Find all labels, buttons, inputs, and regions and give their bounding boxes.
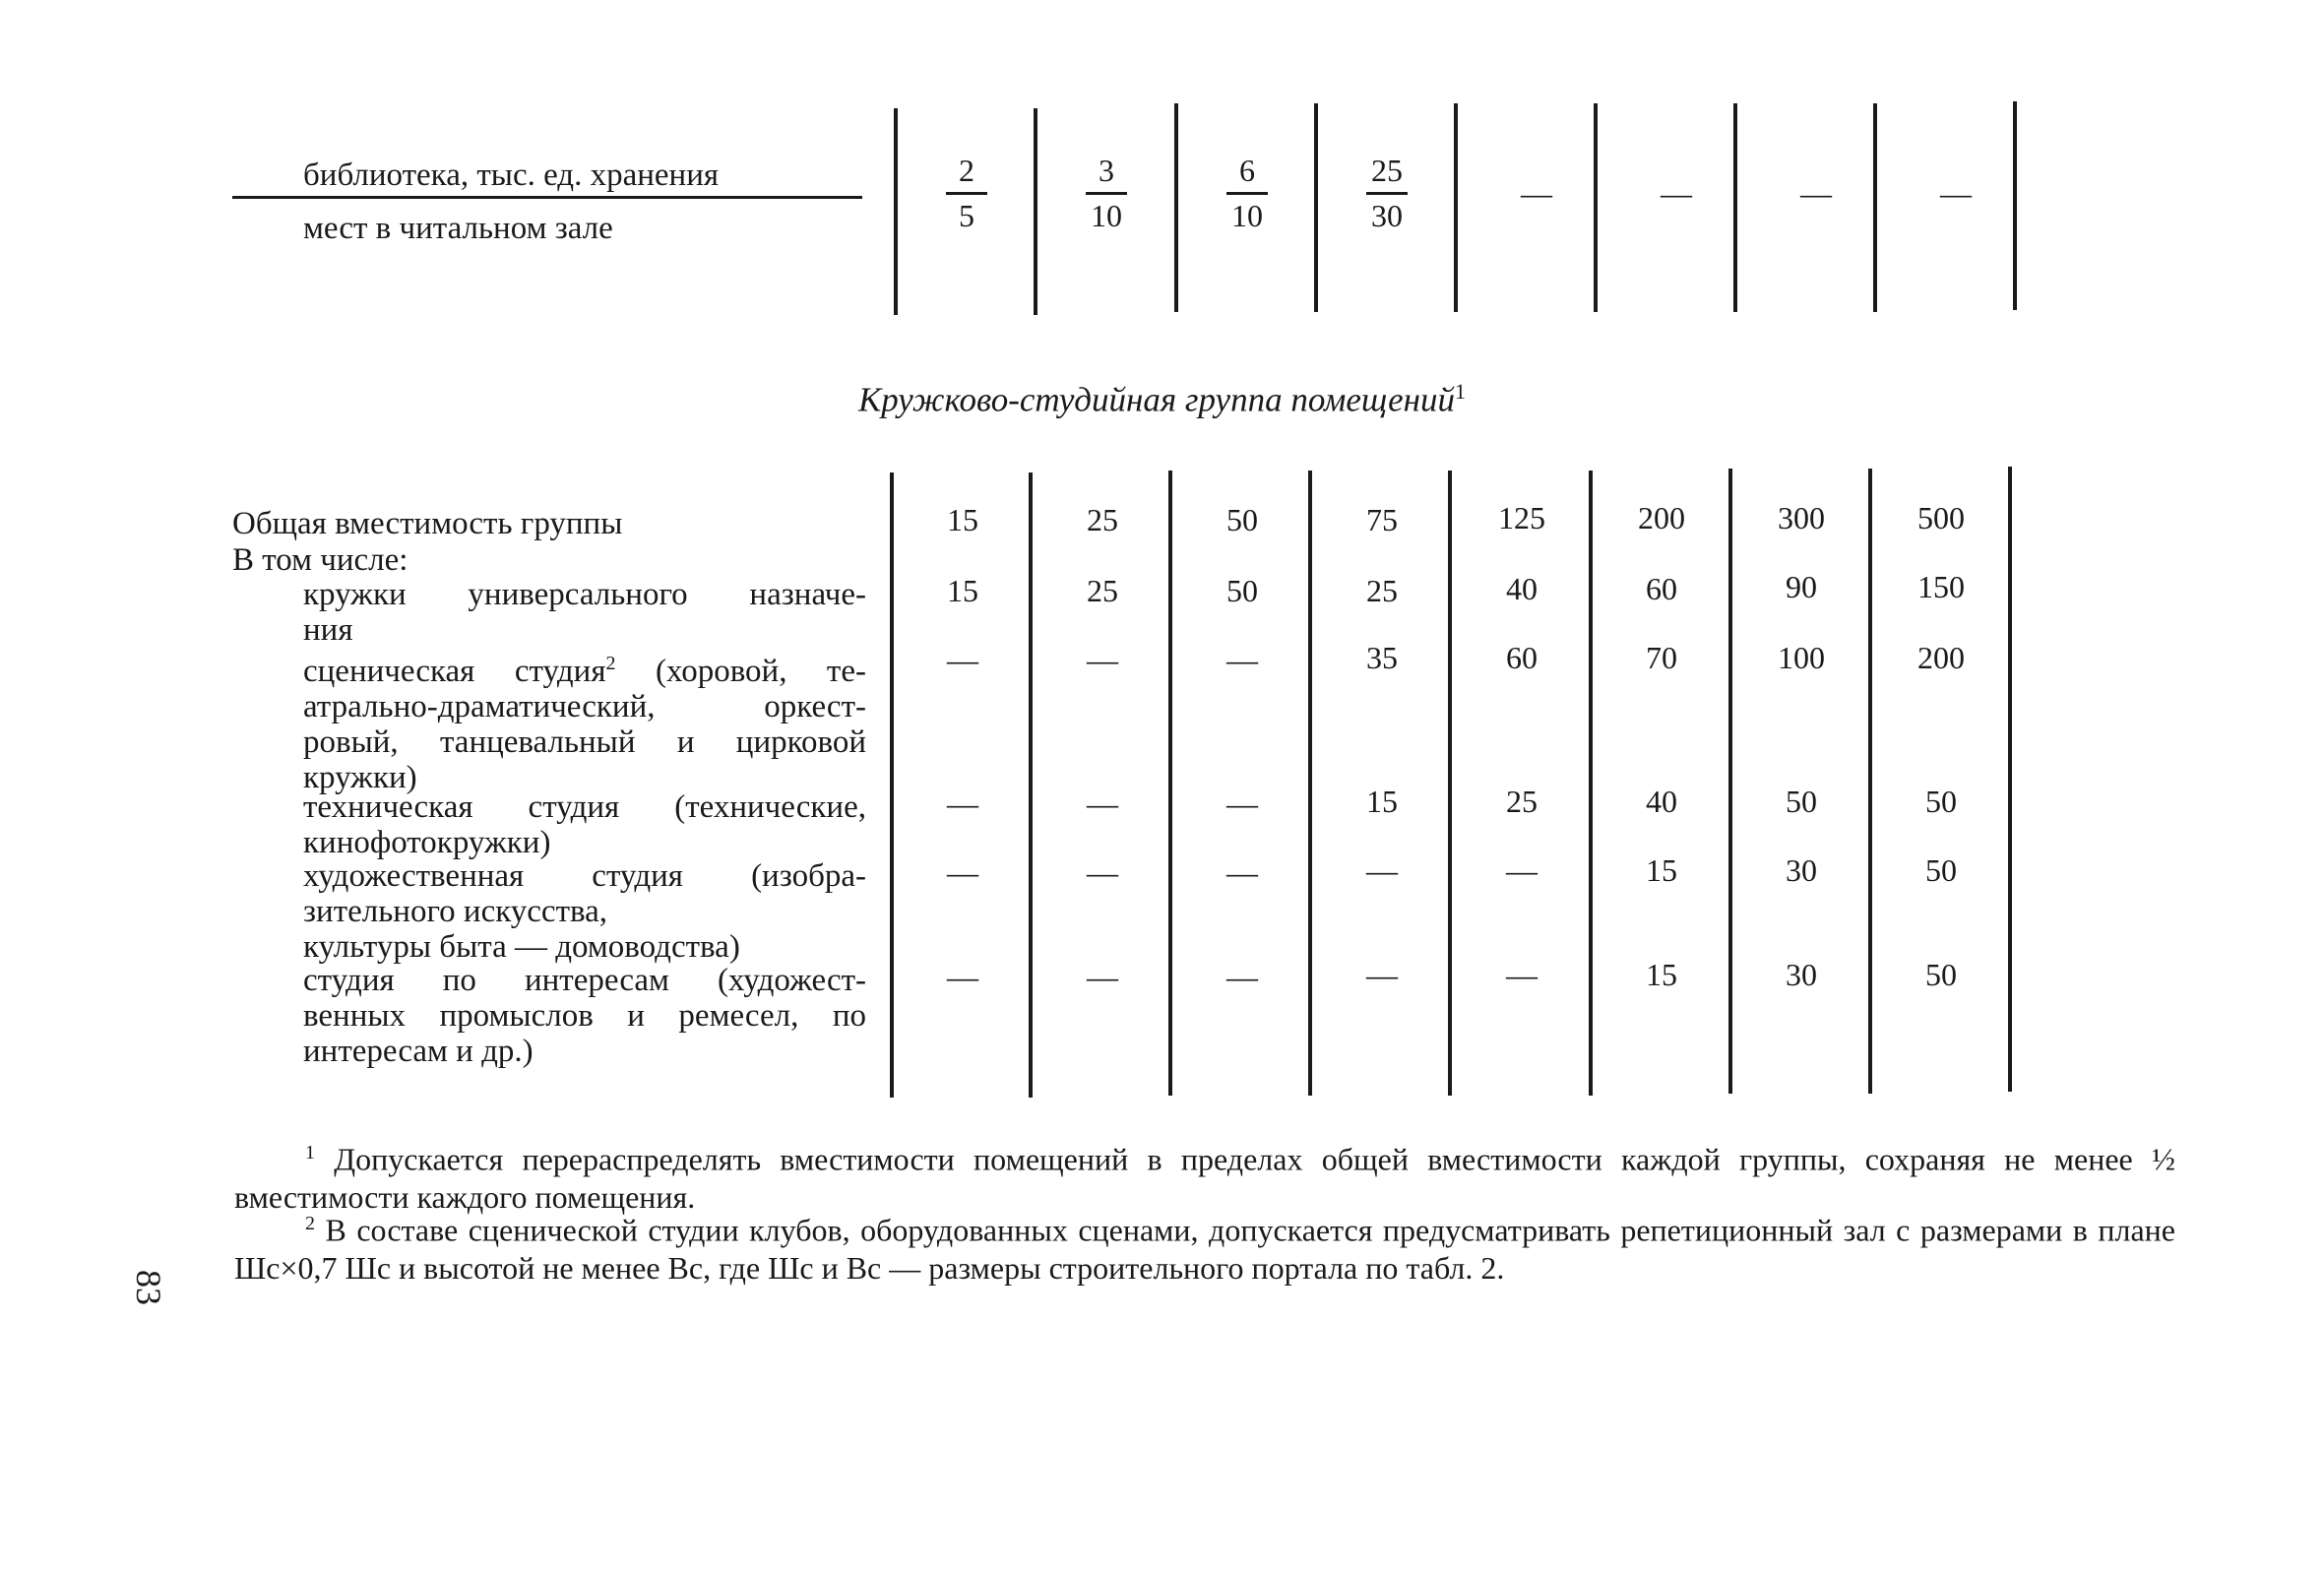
r6-c6: 30 bbox=[1786, 957, 1817, 992]
r0-c1: 25 bbox=[1087, 502, 1118, 537]
label-divider bbox=[232, 196, 862, 199]
row-art-studio-label: художественная студия (изобра- зительного искусства, культуры быта — домоводства) bbox=[303, 858, 866, 965]
t1-cell-6: — bbox=[1800, 175, 1832, 211]
r3-c5: 70 bbox=[1646, 640, 1677, 675]
r0-c6: 300 bbox=[1778, 500, 1825, 535]
r6-c7: 50 bbox=[1925, 957, 1957, 992]
r5-c4: — bbox=[1506, 852, 1538, 888]
footnote-2 bbox=[234, 1205, 2175, 1287]
t2-vline-3 bbox=[1308, 471, 1312, 1096]
t1-cell-4: — bbox=[1521, 175, 1552, 211]
r6-c0: — bbox=[947, 959, 978, 994]
t2-vline-7 bbox=[1868, 469, 1872, 1094]
r2-c4: 40 bbox=[1506, 571, 1538, 606]
library-storage-label: библиотека, тыс. ед. хранения bbox=[303, 157, 720, 193]
r4-c3: 15 bbox=[1366, 784, 1398, 819]
r4-c0: — bbox=[947, 786, 978, 821]
r2-c1: 25 bbox=[1087, 573, 1118, 608]
r4-c2: — bbox=[1226, 786, 1258, 821]
r6-c5: 15 bbox=[1646, 957, 1677, 992]
t1-cell-2: 6 10 bbox=[1178, 153, 1316, 234]
r6-c3: — bbox=[1366, 957, 1398, 992]
r3-c0: — bbox=[947, 642, 978, 677]
row-interests-studio-label: студия по интересам (художест- венных промыслов и ремесел, по интересам и др.) bbox=[303, 963, 866, 1069]
r5-c0: — bbox=[947, 854, 978, 890]
footnote-1-mark: 1 bbox=[305, 1142, 315, 1164]
r0-c3: 75 bbox=[1366, 502, 1398, 537]
r0-c7: 500 bbox=[1917, 500, 1965, 535]
t1-cell-3: 25 30 bbox=[1318, 153, 1456, 234]
r3-c3: 35 bbox=[1366, 640, 1398, 675]
r4-c6: 50 bbox=[1786, 784, 1817, 819]
r4-c5: 40 bbox=[1646, 784, 1677, 819]
r5-c3: — bbox=[1366, 852, 1398, 888]
r4-c1: — bbox=[1087, 786, 1118, 821]
t1-cell-0: 2 5 bbox=[898, 153, 1036, 234]
r0-c0: 15 bbox=[947, 502, 978, 537]
r0-c5: 200 bbox=[1638, 500, 1685, 535]
r6-c2: — bbox=[1226, 959, 1258, 994]
footnote-2-text: В составе сценической студии клубов, оборудованных сценами, допускается предусматривать репетиционный зал с размерами в плане Шс×0,7 Шс и высотой не менее Вс, где Шс и Вс — размеры строительного портала по табл. 2. bbox=[234, 1212, 2175, 1286]
row-total-label: Общая вместимость группы bbox=[232, 506, 623, 541]
r4-c7: 50 bbox=[1925, 784, 1957, 819]
r2-c6: 90 bbox=[1786, 569, 1817, 604]
r2-c2: 50 bbox=[1226, 573, 1258, 608]
t2-vline-8 bbox=[2008, 467, 2012, 1092]
t2-vline-2 bbox=[1168, 471, 1172, 1096]
r5-c7: 50 bbox=[1925, 852, 1957, 888]
t2-vline-6 bbox=[1728, 469, 1732, 1094]
footnote-2-mark: 2 bbox=[605, 653, 616, 674]
r2-c5: 60 bbox=[1646, 571, 1677, 606]
r2-c3: 25 bbox=[1366, 573, 1398, 608]
r5-c6: 30 bbox=[1786, 852, 1817, 888]
r2-c0: 15 bbox=[947, 573, 978, 608]
footnote-1 bbox=[234, 1134, 2175, 1216]
row-including-label: В том числе: bbox=[232, 542, 408, 578]
r6-c4: — bbox=[1506, 957, 1538, 992]
r3-c4: 60 bbox=[1506, 640, 1538, 675]
t1-cell-5: — bbox=[1661, 175, 1692, 211]
row-stage-studio-label: сценическая студия$^2$ (хоровой, те- атрально-драматический, оркест- ровый, танцевальный и цирковой кружки) bbox=[303, 653, 866, 795]
t1-cell-1: 3 10 bbox=[1037, 153, 1175, 234]
t1-cell-7: — bbox=[1940, 175, 1972, 211]
r2-c7: 150 bbox=[1917, 569, 1965, 604]
r3-c7: 200 bbox=[1917, 640, 1965, 675]
r3-c1: — bbox=[1087, 642, 1118, 677]
section-title-footnote-mark: 1 bbox=[1455, 379, 1467, 404]
r5-c2: — bbox=[1226, 854, 1258, 890]
footnote-1-text: Допускается перераспределять вместимости помещений в пределах общей вместимости каждой группы, сохраняя не менее ½ вместимости каждого помещения. bbox=[234, 1141, 2175, 1215]
r5-c5: 15 bbox=[1646, 852, 1677, 888]
r6-c1: — bbox=[1087, 959, 1118, 994]
footnote-2-note-mark: 2 bbox=[305, 1213, 315, 1234]
r3-c6: 100 bbox=[1778, 640, 1825, 675]
r4-c4: 25 bbox=[1506, 784, 1538, 819]
row-universal-label: кружки универсального назначе- ния bbox=[303, 577, 866, 648]
r5-c1: — bbox=[1087, 854, 1118, 890]
page-number: 83 bbox=[129, 1270, 168, 1305]
r0-c4: 125 bbox=[1498, 500, 1545, 535]
section-title: Кружково-студийная группа помещений$^1$ bbox=[857, 379, 1467, 419]
r3-c2: — bbox=[1226, 642, 1258, 677]
reading-seats-label: мест в читальном зале bbox=[303, 211, 613, 246]
r0-c2: 50 bbox=[1226, 502, 1258, 537]
row-technical-studio-label: техническая студия (технические, кинофотокружки) bbox=[303, 789, 866, 860]
